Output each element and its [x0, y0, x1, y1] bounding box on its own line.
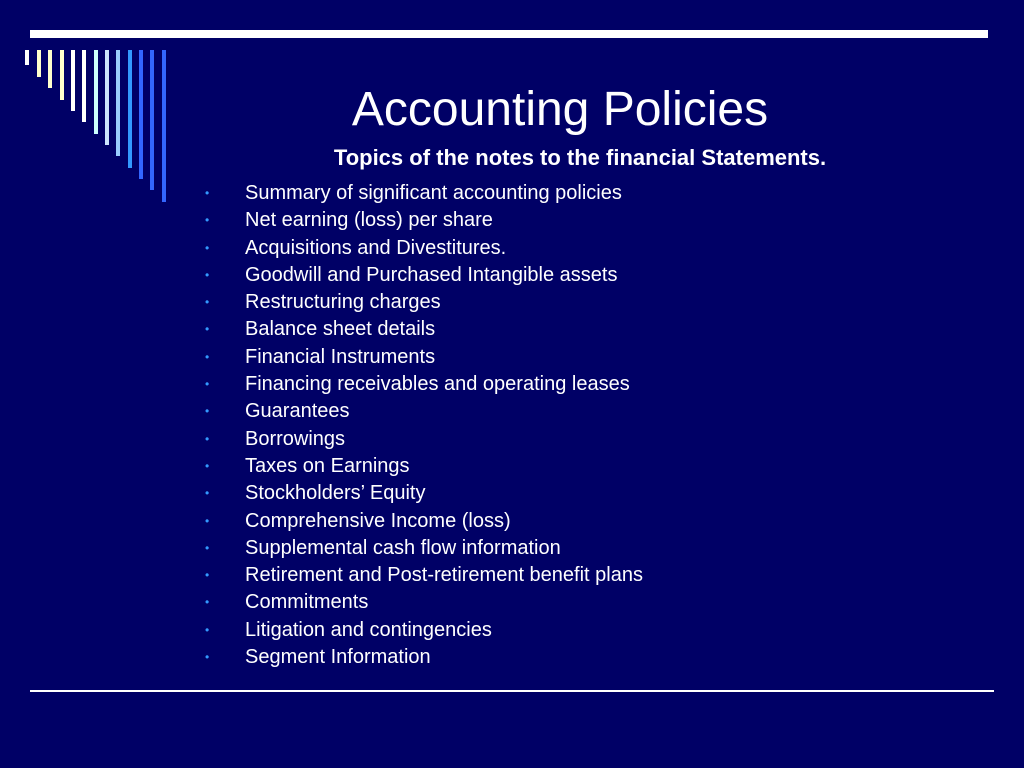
topic-label: Financial Instruments — [245, 345, 436, 368]
topic-item — [205, 589, 643, 616]
slide-title: Accounting Policies — [351, 83, 769, 136]
slide-subtitle: Topics of the notes to the financial Statements. — [333, 145, 827, 170]
topic-item — [205, 562, 643, 589]
bullet-icon: • — [205, 322, 210, 337]
topic-item — [205, 398, 643, 425]
topic-label: Supplemental cash flow information — [245, 536, 561, 559]
bullet-icon: • — [205, 404, 210, 419]
stripe — [48, 50, 52, 88]
topic-item — [205, 262, 643, 289]
topic-label: Guarantees — [245, 400, 350, 423]
topic-label: Goodwill and Purchased Intangible assets — [245, 263, 618, 286]
stripe — [105, 50, 109, 145]
bullet-icon: • — [205, 650, 210, 665]
bullet-icon: • — [205, 540, 210, 555]
stripe — [71, 50, 75, 111]
topic-item — [205, 535, 643, 562]
topic-item — [205, 316, 643, 343]
topic-label: Acquisitions and Divestitures. — [245, 236, 507, 259]
topic-label: Borrowings — [245, 427, 346, 450]
bullet-icon: • — [205, 267, 210, 282]
bullet-icon: • — [205, 622, 210, 637]
bullet-icon: • — [205, 240, 210, 255]
topic-item — [205, 344, 643, 371]
topic-label: Taxes on Earnings — [245, 454, 410, 477]
bullet-icon: • — [205, 486, 210, 501]
bullet-icon: • — [205, 431, 210, 446]
topic-item — [205, 644, 643, 671]
topic-item — [205, 453, 643, 480]
topic-label: Segment Information — [245, 646, 431, 669]
bullet-icon: • — [205, 513, 210, 528]
stripe — [25, 50, 29, 65]
topic-label: Financing receivables and operating leases — [245, 373, 630, 396]
topic-label: Stockholders’ Equity — [245, 482, 426, 505]
topic-item — [205, 617, 643, 644]
topic-label: Litigation and contingencies — [245, 618, 492, 641]
stripe — [150, 50, 154, 190]
topic-label: Summary of significant accounting policies — [245, 182, 622, 204]
stripe — [60, 50, 64, 100]
topic-label: Net earning (loss) per share — [245, 209, 493, 232]
stripe — [94, 50, 98, 134]
topic-item — [205, 207, 643, 234]
topic-item — [205, 480, 643, 507]
stripe — [162, 50, 166, 202]
topic-label: Commitments — [245, 591, 369, 614]
decorative-stripes — [0, 0, 180, 220]
bullet-icon: • — [205, 458, 210, 473]
stripe — [37, 50, 41, 77]
bullet-icon: • — [205, 568, 210, 583]
topic-label: Retirement and Post-retirement benefit plans — [245, 564, 643, 587]
topic-item — [205, 180, 643, 207]
topic-label: Restructuring charges — [245, 291, 441, 314]
bottom-rule — [30, 690, 994, 692]
bullet-icon: • — [205, 213, 210, 228]
stripe — [82, 50, 86, 122]
stripe — [139, 50, 143, 179]
topic-item — [205, 289, 643, 316]
bullet-icon: • — [205, 186, 210, 200]
stripe — [128, 50, 132, 168]
bullet-icon: • — [205, 349, 210, 364]
bullet-icon: • — [205, 595, 210, 610]
topic-item — [205, 235, 643, 262]
bullet-icon: • — [205, 295, 210, 310]
bullet-icon: • — [205, 377, 210, 392]
topic-label: Balance sheet details — [245, 318, 436, 341]
topic-item — [205, 371, 643, 398]
topics-list — [205, 180, 643, 671]
stripe — [116, 50, 120, 156]
topic-item — [205, 508, 643, 535]
topic-item — [205, 426, 643, 453]
topic-label: Comprehensive Income (loss) — [245, 509, 511, 532]
